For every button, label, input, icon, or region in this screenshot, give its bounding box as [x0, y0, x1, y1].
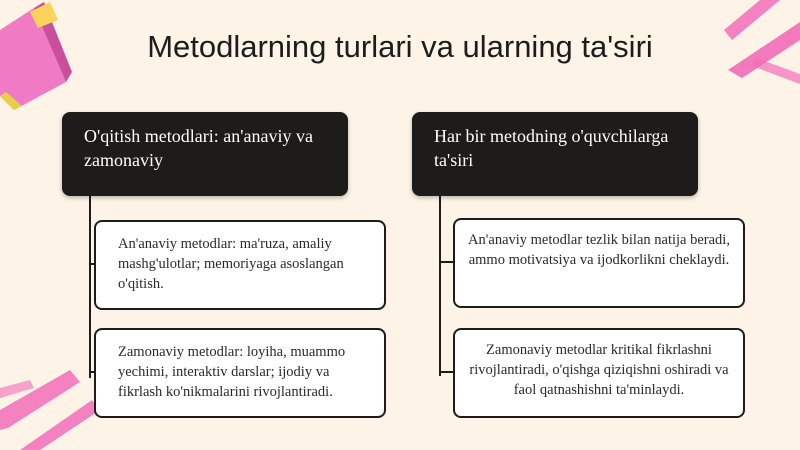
header-box-teaching-methods: O'qitish metodlari: an'anaviy va zamonaviy [62, 112, 348, 196]
card-modern-methods: Zamonaviy metodlar: loyiha, muammo yechimi, interaktiv darslar; ijodiy va fikrlash ko'nikmalarini rivojlantiradi. [94, 328, 386, 418]
card-modern-effects: Zamonaviy metodlar kritikal fikrlashni rivojlantiradi, o'qishga qiziqishni oshiradi va faol qatnashishni ta'minlaydi. [453, 328, 745, 418]
slide-title: Metodlarning turlari va ularning ta'siri [147, 29, 653, 64]
card-traditional-effects: An'anaviy metodlar tezlik bilan natija beradi, ammo motivatsiya va ijodkorlikni cheklaydi. [453, 218, 745, 308]
card-traditional-methods: An'anaviy metodlar: ma'ruza, amaliy mashg'ulotlar; memoriyaga asoslangan o'qitish. [94, 220, 386, 310]
header-box-method-effects: Har bir metodning o'quvchilarga ta'siri [412, 112, 698, 196]
